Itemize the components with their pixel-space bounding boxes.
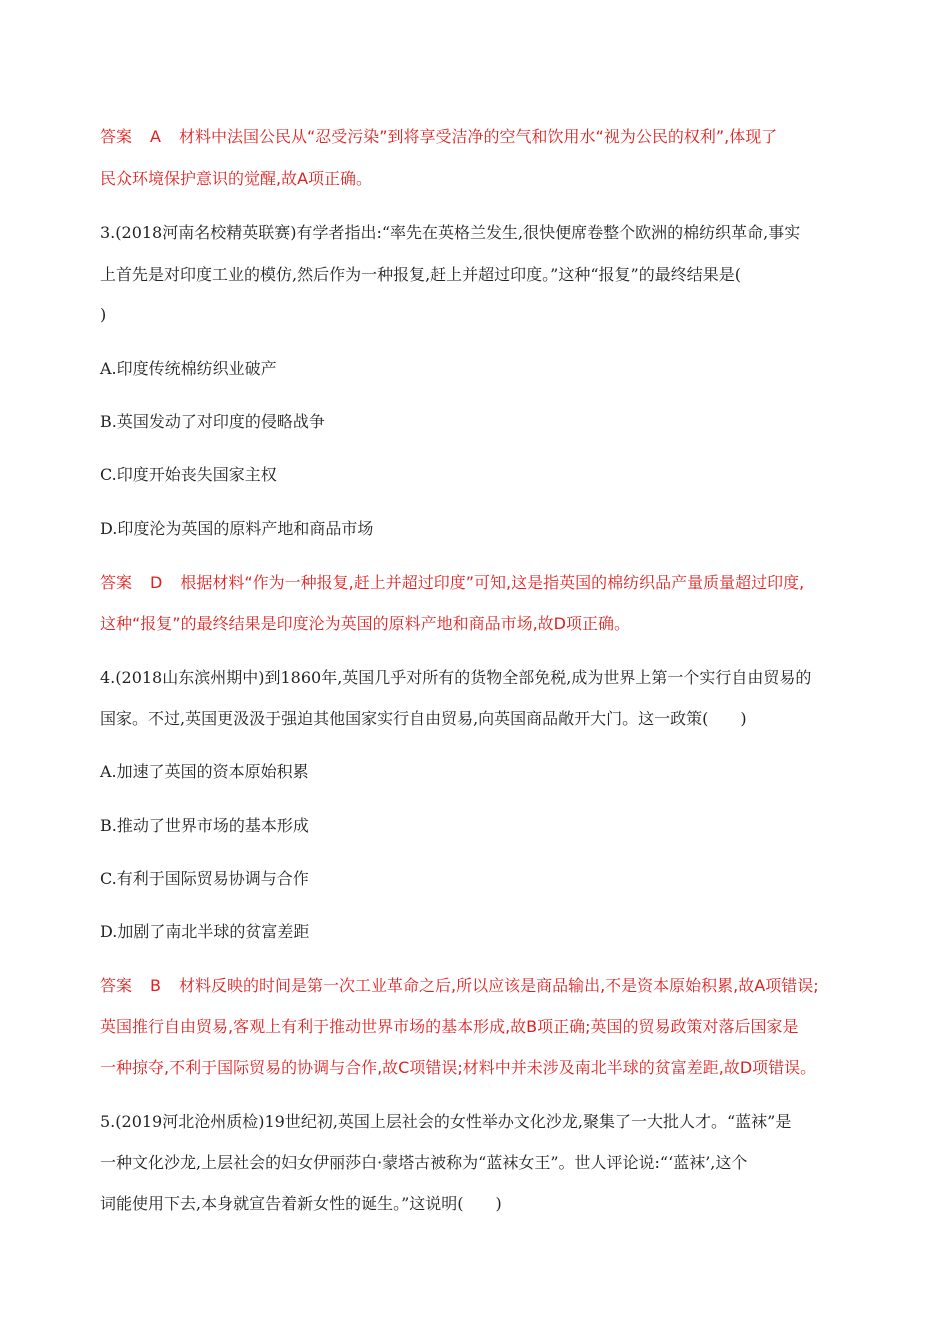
answer-4-line-2: 英国推行自由贸易,客观上有利于推动世界市场的基本形成,故B项正确;英国的贸易政策对落后国家是	[100, 1017, 799, 1036]
question-4-option-a: A.加速了英国的资本原始积累	[100, 762, 309, 781]
answer-text: 材料中法国公民从“忍受污染”到将享受洁净的空气和饮用水“视为公民的权利”,体现了	[178, 127, 778, 146]
question-3-option-b: B.英国发动了对印度的侵略战争	[100, 412, 325, 431]
question-3-line-2: 上首先是对印度工业的模仿,然后作为一种报复,赶上并超过印度。”这种“报复”的最终结果是(	[100, 265, 741, 284]
question-4-line-1: 4.(2018山东滨州期中)到1860年,英国几乎对所有的货物全部免税,成为世界上第一个实行自由贸易的	[100, 668, 812, 687]
answer-label: 答案	[100, 127, 133, 146]
question-5-line-1: 5.(2019河北沧州质检)19世纪初,英国上层社会的女性举办文化沙龙,聚集了一大批人才。“蓝袜”是	[100, 1112, 792, 1131]
answer-2-line-2: 民众环境保护意识的觉醒,故A项正确。	[100, 169, 373, 188]
question-3-option-a: A.印度传统棉纺织业破产	[100, 359, 277, 378]
answer-4-line-1	[100, 975, 860, 997]
answer-label: 答案	[100, 976, 133, 995]
answer-letter: A	[150, 127, 161, 146]
question-4-option-b: B.推动了世界市场的基本形成	[100, 816, 309, 835]
answer-2-line-1	[100, 126, 860, 148]
answer-4-line-3: 一种掠夺,不利于国际贸易的协调与合作,故C项错误;材料中并未涉及南北半球的贫富差距,故D项错误。	[100, 1058, 817, 1077]
question-3-option-d: D.印度沦为英国的原料产地和商品市场	[100, 519, 374, 538]
answer-letter: B	[150, 976, 161, 995]
question-3-line-1: 3.(2018河南名校精英联赛)有学者指出:“率先在英格兰发生,很快便席卷整个欧洲的棉纺织革命,事实	[100, 223, 801, 242]
question-4-option-c: C.有利于国际贸易协调与合作	[100, 869, 309, 888]
answer-text: 材料反映的时间是第一次工业革命之后,所以应该是商品输出,不是资本原始积累,故A项错误;	[179, 976, 819, 995]
question-4-line-2: 国家。不过,英国更汲汲于强迫其他国家实行自由贸易,向英国商品敞开大门。这一政策( )	[100, 709, 747, 728]
answer-label: 答案	[100, 573, 133, 592]
answer-3-line-2: 这种“报复”的最终结果是印度沦为英国的原料产地和商品市场,故D项正确。	[100, 614, 630, 633]
question-3-option-c: C.印度开始丧失国家主权	[100, 465, 277, 484]
answer-text: 根据材料“作为一种报复,赶上并超过印度”可知,这是指英国的棉纺织品产量质量超过印度,	[180, 573, 805, 592]
question-4-option-d: D.加剧了南北半球的贫富差距	[100, 922, 310, 941]
answer-letter: D	[150, 573, 163, 592]
question-5-line-2: 一种文化沙龙,上层社会的妇女伊丽莎白·蒙塔古被称为“蓝袜女王”。世人评论说:“‘蓝袜’,这个	[100, 1153, 748, 1172]
question-3-line-3: )	[100, 305, 107, 324]
question-5-line-3: 词能使用下去,本身就宣告着新女性的诞生。”这说明( )	[100, 1194, 502, 1213]
answer-3-line-1	[100, 572, 860, 594]
